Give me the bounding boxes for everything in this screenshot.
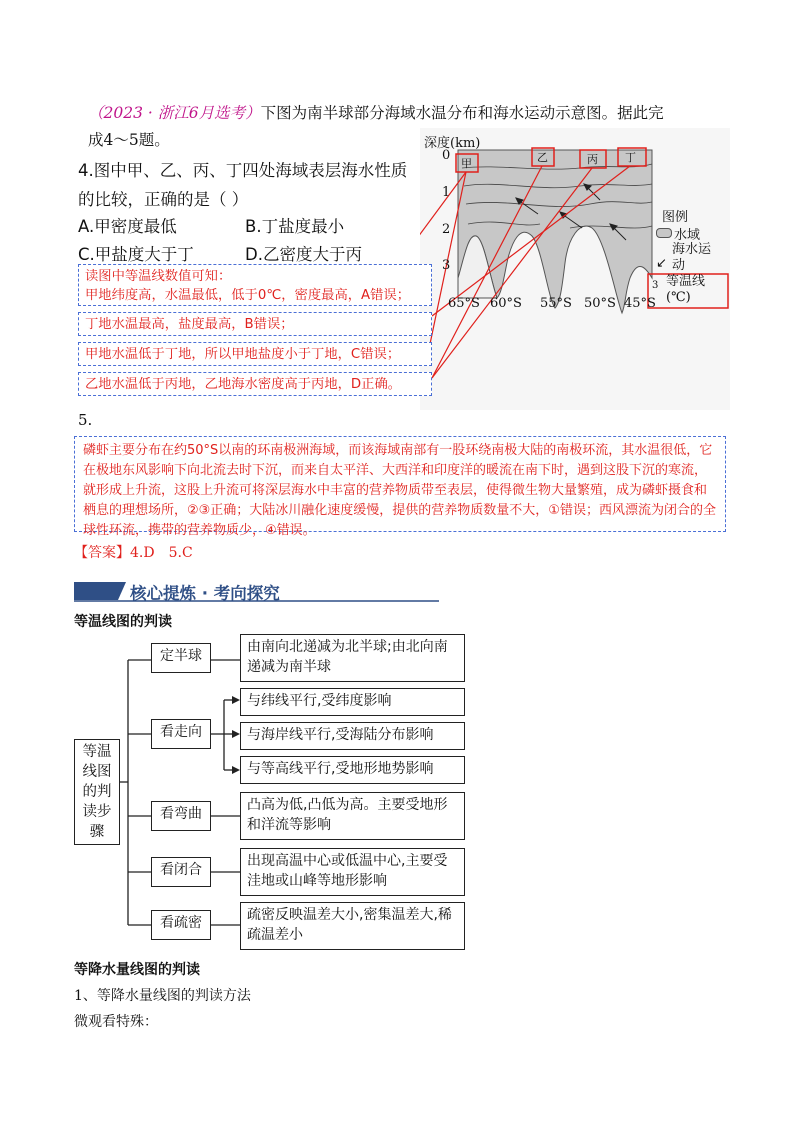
option-c: C.甲盐度大于丁 [78,245,194,264]
flow-step-closure: 看闭合 [151,857,211,887]
ocean-temperature-diagram [420,128,730,410]
explanation-box-1 [78,264,432,306]
depth-tick-1: 1 [442,185,451,200]
lat-tick-55: 55°S [540,296,572,311]
point-label-bing: 丙 [587,153,598,166]
answer-line: 【答案】4.D 5.C [74,545,193,561]
flow-desc-direction-2: 与海岸线平行,受海陆分布影响 [240,722,465,750]
flow-desc-curvature: 凸高为低,凸低为高。主要受地形和洋流等影响 [240,792,465,840]
isotherm-heading: 等温线图的判读 [74,614,172,630]
intro-text-1: 下图为南半球部分海域水温分布和海水运动示意图。据此完 [260,104,664,122]
flow-root-box: 等温线图的判读步骤 [74,739,120,845]
depth-tick-3: 3 [442,258,451,273]
question-4-line-2: 的比较，正确的是（ ） [78,190,249,209]
lat-tick-60: 60°S [490,296,522,311]
flow-desc-hemisphere: 由南向北递减为北半球;由北向南递减为南半球 [240,634,465,682]
legend-title: 图例 [662,210,689,225]
flow-step-curvature: 看弯曲 [151,801,211,831]
flow-desc-density: 疏密反映温差大小,密集温差大,稀疏温差小 [240,902,465,950]
legend-isotherm: 等温线(℃) [666,274,706,305]
question-5-number: 5. [78,411,93,429]
flow-desc-direction-3: 与等高线平行,受地形地势影响 [240,756,465,784]
lat-tick-65: 65°S [448,296,480,311]
question-4-line-1: 4.图中甲、乙、丙、丁四处海域表层海水性质 [78,161,408,180]
explanation-box-2: 丁地水温最高，盐度最高，B错误； [78,312,432,336]
legend-water-swatch [656,228,672,238]
explanation-1-line-1: 读图中等温线数值可知： [85,269,232,284]
question-4-stem [78,156,423,214]
explanation-1-line-2: 甲地纬度高，水温最低，低于0℃，密度最高，A错误； [85,288,411,303]
legend-water: 水域 [674,228,701,243]
precipitation-micro: 微观看特殊： [74,1014,158,1030]
point-label-yi: 乙 [537,151,548,164]
point-label-jia: 甲 [461,157,472,170]
legend-motion: 海水运动 [672,242,712,273]
option-d: D.乙密度大于丙 [245,245,362,264]
flow-desc-direction-1: 与纬线平行,受纬度影响 [240,688,465,716]
flow-desc-closure: 出现高温中心或低温中心,主要受洼地或山峰等地形影响 [240,848,465,896]
question-4-options [78,213,423,269]
section-banner-title: 核心提炼 · 考向探究 [130,584,280,603]
flow-step-density: 看疏密 [151,910,211,940]
point-label-ding: 丁 [625,151,636,164]
arrow-icon: ↙ [656,256,667,271]
explanation-box-4: 乙地水温低于丙地，乙地海水密度高于丙地，D正确。 [78,372,432,396]
question-source: （2023 · 浙江6月选考） [88,104,261,122]
depth-tick-2: 2 [442,222,451,237]
lat-tick-45: 45°S [624,296,656,311]
option-a: A.甲密度最低 [78,217,177,236]
lat-tick-50: 50°S [584,296,616,311]
depth-tick-0: 0 [442,148,451,163]
depth-axis-label: 深度(km) [424,136,481,151]
question-5-explanation: 磷虾主要分布在约50°S以南的环南极洲海域，而该海域南部有一股环绕南极大陆的南极环流，其水温很低，它在极地东风影响下向北流去时下沉，而来自太平洋、大西洋和印度洋的暖流在南下时，遇到这股下沉的寒流，就形成上升流，这股上升流可将深层海水中丰富的营养物质带至表层，使得微生物大量繁殖，成为磷虾摄食和栖息的理想场所，②③正确；大陆冰川融化速度缓慢，提供的营养物质数量不大，①错误；西风漂流为闭合的全球性环流，携带的营养物质少，④错误。 [74,436,726,532]
intro-text-2: 成4～5题。 [88,131,170,149]
explanation-box-3: 甲地水温低于丁地，所以甲地盐度小于丁地，C错误； [78,342,432,366]
legend-iso-value: 3 [652,280,659,291]
flow-step-hemisphere: 定半球 [151,643,211,673]
flow-step-direction: 看走向 [151,719,211,749]
precipitation-heading: 等降水量线图的判读 [74,962,200,978]
precipitation-method: 1、等降水量线图的判读方法 [74,988,251,1004]
option-b: B.丁盐度最小 [245,217,345,236]
